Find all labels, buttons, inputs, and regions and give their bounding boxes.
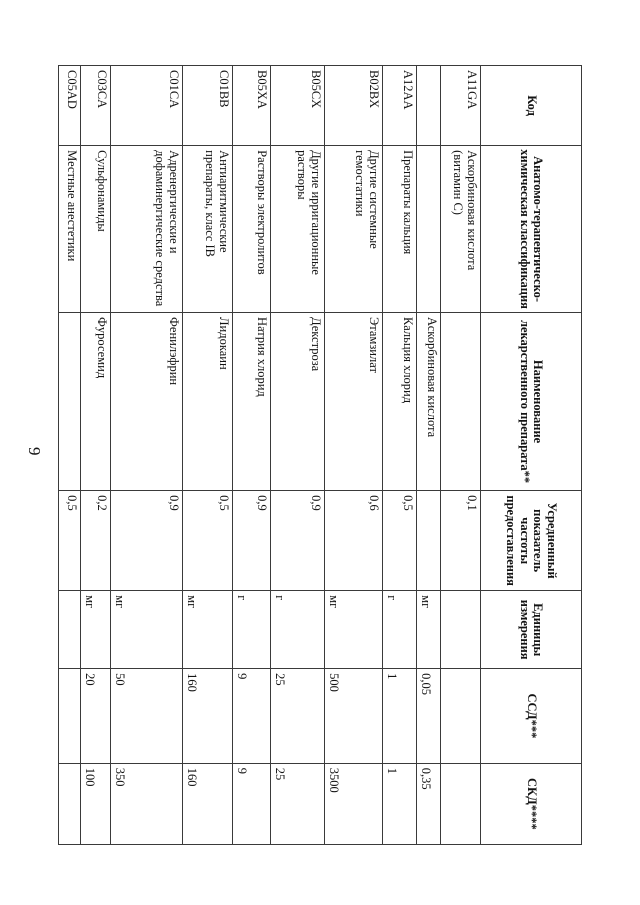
- cell-atc: Адренергические и дофаминергические средства: [111, 146, 183, 313]
- cell-unit: [59, 591, 81, 669]
- cell-skd: 350: [111, 763, 183, 844]
- cell-ssd: 9: [233, 669, 271, 764]
- cell-frequency: [417, 491, 441, 591]
- header-ssd: ССД***: [481, 669, 582, 764]
- cell-unit: [441, 591, 481, 669]
- cell-drug: Лидокаин: [183, 313, 233, 491]
- table-row: [81, 66, 111, 845]
- table-row: [383, 66, 417, 845]
- cell-drug: Кальция хлорид: [383, 313, 417, 491]
- cell-ssd: 25: [271, 669, 325, 764]
- header-skd: СКД****: [481, 763, 582, 844]
- cell-frequency: 0,5: [183, 491, 233, 591]
- cell-ssd: 160: [183, 669, 233, 764]
- cell-frequency: 0,1: [441, 491, 481, 591]
- table-row: [325, 66, 383, 845]
- cell-frequency: 0,5: [383, 491, 417, 591]
- document-table-container: [65, 65, 582, 845]
- cell-drug: [59, 313, 81, 491]
- cell-atc: Другие системные гемостатики: [325, 146, 383, 313]
- cell-code: C03CA: [81, 66, 111, 146]
- header-atc-classification: Анатомо-терапевтическо-химическая классификация: [481, 146, 582, 313]
- cell-unit: г: [383, 591, 417, 669]
- cell-atc: Сульфонамиды: [81, 146, 111, 313]
- cell-drug: Аскорбиновая кислота: [417, 313, 441, 491]
- cell-skd: 25: [271, 763, 325, 844]
- table-body: [59, 66, 481, 845]
- table-row: [441, 66, 481, 845]
- cell-ssd: [59, 669, 81, 764]
- cell-skd: 160: [183, 763, 233, 844]
- cell-unit: г: [233, 591, 271, 669]
- cell-atc: Другие ирригационные растворы: [271, 146, 325, 313]
- cell-unit: мг: [111, 591, 183, 669]
- cell-atc: Антиаритмические препараты, класс IB: [183, 146, 233, 313]
- cell-ssd: 50: [111, 669, 183, 764]
- cell-skd: 100: [81, 763, 111, 844]
- cell-atc: Препараты кальция: [383, 146, 417, 313]
- header-drug-name: Наименование лекарственного препарата**: [481, 313, 582, 491]
- cell-ssd: 0,05: [417, 669, 441, 764]
- cell-code: C05AD: [59, 66, 81, 146]
- cell-unit: мг: [81, 591, 111, 669]
- cell-unit: мг: [183, 591, 233, 669]
- cell-code: B02BX: [325, 66, 383, 146]
- cell-skd: [59, 763, 81, 844]
- cell-ssd: 500: [325, 669, 383, 764]
- cell-skd: [441, 763, 481, 844]
- medication-table: [58, 65, 582, 845]
- cell-code: B05CX: [271, 66, 325, 146]
- cell-frequency: 0,9: [271, 491, 325, 591]
- cell-skd: 9: [233, 763, 271, 844]
- cell-ssd: 1: [383, 669, 417, 764]
- table-row: [111, 66, 183, 845]
- table-row: [271, 66, 325, 845]
- cell-frequency: 0,9: [111, 491, 183, 591]
- cell-atc: Растворы электролитов: [233, 146, 271, 313]
- cell-code: C01BB: [183, 66, 233, 146]
- cell-skd: 0,35: [417, 763, 441, 844]
- cell-code: B05XA: [233, 66, 271, 146]
- cell-skd: 3500: [325, 763, 383, 844]
- cell-drug: Фуросемид: [81, 313, 111, 491]
- cell-code: [417, 66, 441, 146]
- header-frequency: Усредненный показатель частоты предоставления: [481, 491, 582, 591]
- header-code: Код: [481, 66, 582, 146]
- cell-frequency: 0,6: [325, 491, 383, 591]
- page-number: 9: [25, 447, 44, 456]
- table-row: [233, 66, 271, 845]
- cell-frequency: 0,2: [81, 491, 111, 591]
- cell-drug: Этамзилат: [325, 313, 383, 491]
- cell-drug: Декстроза: [271, 313, 325, 491]
- cell-atc: Аскорбиновая кислота (витамин С): [441, 146, 481, 313]
- cell-drug: Фенилэфрин: [111, 313, 183, 491]
- cell-frequency: 0,9: [233, 491, 271, 591]
- cell-skd: 1: [383, 763, 417, 844]
- cell-ssd: [441, 669, 481, 764]
- header-unit: Единицы измерения: [481, 591, 582, 669]
- table-header-row: [481, 66, 582, 845]
- cell-code: C01CA: [111, 66, 183, 146]
- cell-unit: мг: [417, 591, 441, 669]
- cell-atc: [417, 146, 441, 313]
- cell-unit: мг: [325, 591, 383, 669]
- table-row: [183, 66, 233, 845]
- cell-drug: [441, 313, 481, 491]
- cell-atc: Местные анестетики: [59, 146, 81, 313]
- table-row: [59, 66, 81, 845]
- cell-drug: Натрия хлорид: [233, 313, 271, 491]
- cell-code: A12AA: [383, 66, 417, 146]
- cell-frequency: 0,5: [59, 491, 81, 591]
- cell-code: A11GA: [441, 66, 481, 146]
- table-row: [417, 66, 441, 845]
- cell-ssd: 20: [81, 669, 111, 764]
- cell-unit: г: [271, 591, 325, 669]
